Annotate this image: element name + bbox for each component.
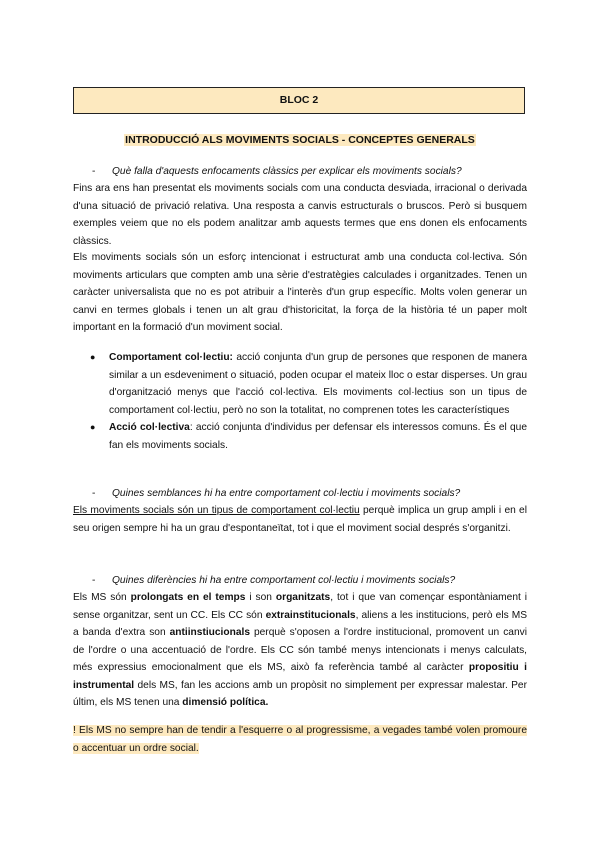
paragraph-1: Fins ara ens han presentat els moviments socials com una conducta desviada, irracional o derivada d'una situació de privació relativa. Una resposta a canvis estructurals o bruscos. Però si busquem exemples veiem que no els podem analitzar amb aquests termes que ens donen els enfocaments clàssics. <box>73 183 527 247</box>
text-run: i son <box>245 592 276 603</box>
paragraph-3 <box>73 502 527 537</box>
bold-term: antiinstiucionals <box>169 627 250 638</box>
text-run: , tot i que van començar espontàniament i sense organitzar, sent un CC. Els CC són <box>73 592 527 621</box>
definition: acció conjunta d'un grup de persones que responen de manera similar a un esdeveniment o situació, poden ocupar el mateix lloc o estar disperses. Un grau d'organització menys que l'acció col·lectiva. Els moviments col·lectius son un tipus de comportament col·lectiu, però no son la totalitat, no comprenen totes les característiques <box>109 352 528 416</box>
section-title <box>73 133 527 147</box>
bold-term: organitzats <box>275 592 331 603</box>
bold-term: propositiu i instrumental <box>73 662 527 691</box>
paragraph-4 <box>73 589 527 712</box>
list-dash: - <box>92 166 96 177</box>
text-run: dels MS, fan les accions amb un propòsit no simplement per expressar malestar. Per últim, els MS tenen una <box>73 679 527 708</box>
list-item <box>90 419 527 454</box>
text-run: Els MS són <box>73 592 131 603</box>
list-dash: - <box>92 575 96 586</box>
bullet-icon: ● <box>90 352 96 362</box>
question-2-text: Quines semblances hi ha entre comportament col·lectiu i moviments socials? <box>112 488 461 499</box>
question-3-text: Quines diferències hi ha entre comportament col·lectiu i moviments socials? <box>112 575 456 586</box>
underlined-statement: Els moviments socials són un tipus de comportament col·lectiu <box>73 505 360 516</box>
definition: : acció conjunta d'individus per defensar els interessos comuns. És el que fan els moviments socials. <box>109 422 527 451</box>
question-1 <box>92 165 462 179</box>
bold-term: dimensió política. <box>182 697 269 708</box>
paragraph-2: Els moviments socials són un esforç intencionat i estructurat amb una conducta col·lectiva. Són moviments articulars que compten amb una sèrie d'estratègies calculades i organitzades. Tenen un caràcter universalista que no es pot atribuir a l'interès d'un grup específic. Molts volen generar un canvi en termes globals i tenen un alt grau d'historicitat, la força de la història té un paper molt important en la formació d'un moviment social. <box>73 252 527 333</box>
bold-term: extrainstitucionals <box>265 609 356 621</box>
term: Comportament col·lectiu: <box>109 352 233 363</box>
highlighted-note <box>73 722 527 757</box>
question-2 <box>92 487 460 501</box>
text-run: perquè s'oposen a l'ordre institucional, promovent un canvi de l'ordre o una accentuació de l'ordre. Els CC són també menys intencionats i menys calculats, més expressius emocionalment que els MS, això fa referència també al caràcter <box>73 627 527 673</box>
note-text: ! Els MS no sempre han de tendir a l'esquerre o al progressisme, a vegades també volen promoure o accentuar un ordre social. <box>73 725 527 754</box>
list-item <box>90 349 527 419</box>
bold-term: prolongats en el temps <box>130 592 246 603</box>
bullet-icon: ● <box>90 422 96 432</box>
list-dash: - <box>92 488 96 499</box>
term: Acció col·lectiva <box>109 422 190 433</box>
bloc-label: BLOC 2 <box>279 94 319 106</box>
question-1-text: Què falla d'aquests enfocaments clàssics per explicar els moviments socials? <box>112 166 462 177</box>
bloc-header <box>73 87 525 114</box>
section-title-text: INTRODUCCIÓ ALS MOVIMENTS SOCIALS - CONCEPTES GENERALS <box>125 134 475 146</box>
paragraph-3-rest: perquè implica un grup ampli i en el seu origen sempre hi ha un grau d'espontaneïtat, tot i que el moviment social després s'organitzi. <box>73 505 527 534</box>
question-3 <box>92 574 455 588</box>
definitions-list <box>90 349 527 454</box>
text-run: , aliens a les institucions, però els MS a banda d'extra son <box>73 609 528 638</box>
